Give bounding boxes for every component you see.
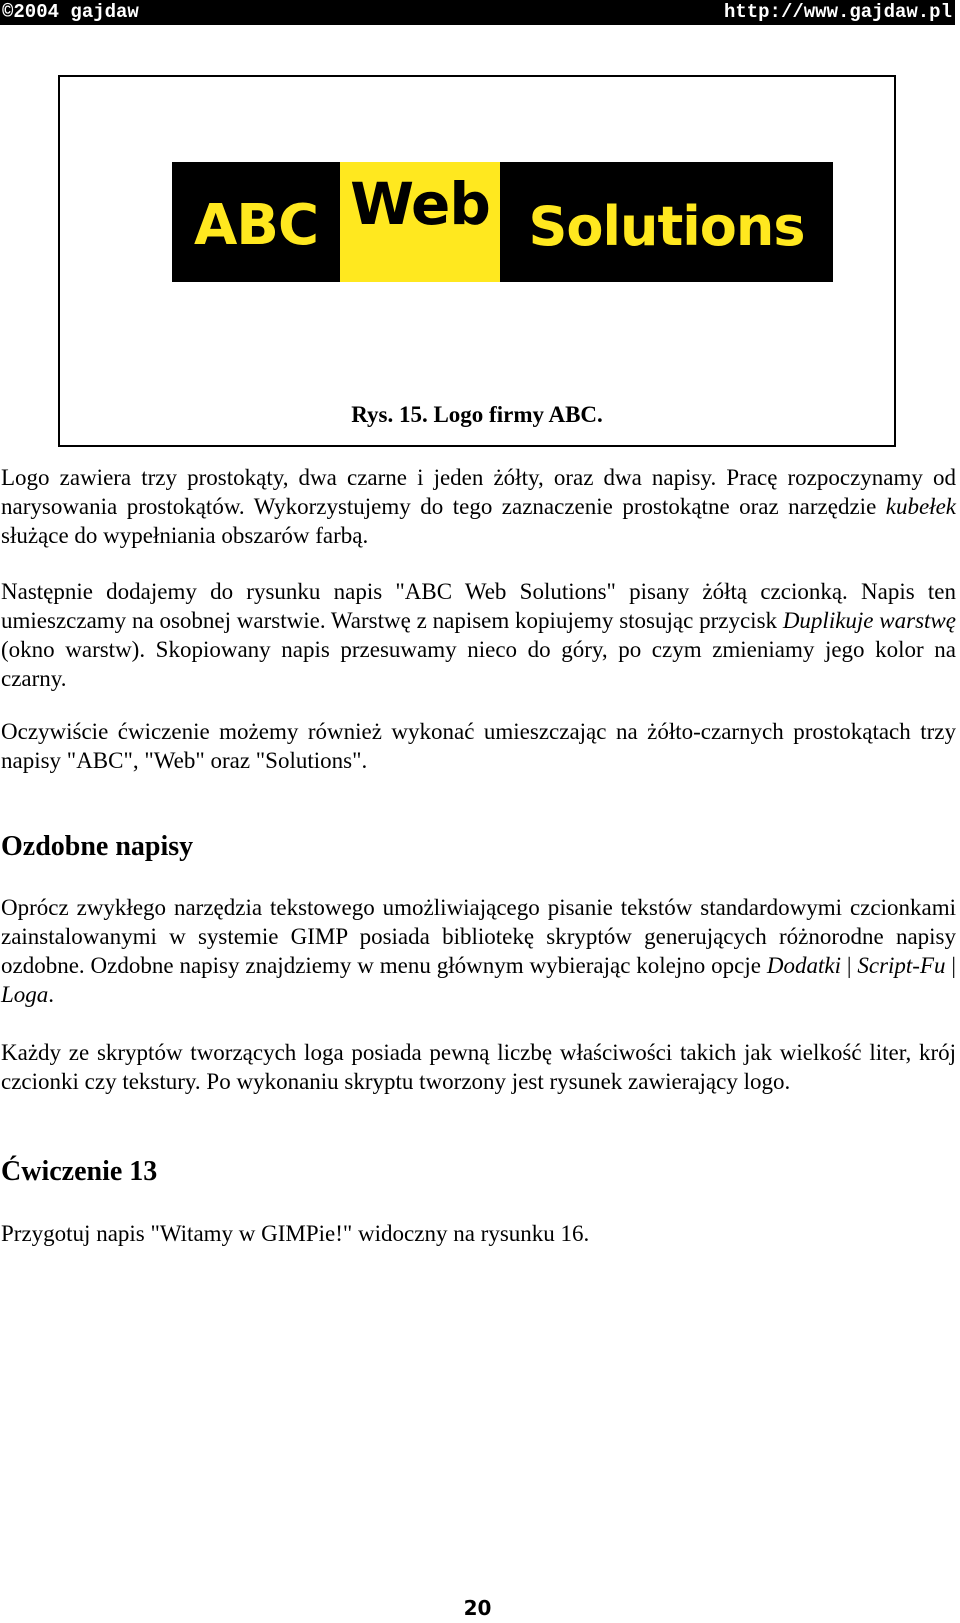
- emphasis-tool-name: kubełek: [885, 494, 956, 519]
- text-run: Każdy ze skryptów tworzących loga posiada pewną liczbę właściwości takich jak wielkość liter, krój czcionki czy tekstury. Po wykonaniu skryptu tworzony jest rysunek zawierający logo.: [1, 1040, 956, 1094]
- text-run: służące do wypełniania obszarów farbą.: [1, 523, 369, 548]
- logo-abc-block: ABC: [172, 162, 340, 282]
- abc-logo-image: [172, 162, 833, 282]
- paragraph-logo-description: [1, 463, 956, 550]
- paragraph-alternative: [1, 717, 956, 775]
- paragraph-add-text: [1, 577, 956, 693]
- text-run: Logo zawiera trzy prostokąty, dwa czarne i jeden żółty, oraz dwa napisy. Pracę rozpoczynamy od narysowania prostokątów. Wykorzystujemy do tego zaznaczenie prostokątne oraz narzędzie: [1, 465, 956, 519]
- text-run: Oprócz zwykłego narzędzia tekstowego umożliwiającego pisanie tekstów standardowymi czcionkami zainstalowanymi w systemie GIMP posiada bibliotekę skryptów generujących różnorodne napisy ozdobne. Ozdobne napisy znajdziemy w menu głównym wybierając kolejno opcje: [1, 895, 956, 978]
- header-copyright: ©2004 gajdaw: [2, 1, 139, 23]
- text-run: Następnie dodajemy do rysunku napis "ABC Web Solutions" pisany żółtą czcionką. Napis ten umieszczamy na osobnej warstwie. Warstwę z napisem kopiujemy stosując przycisk: [1, 579, 956, 633]
- section-heading-decorative-text: Ozdobne napisy: [1, 831, 194, 862]
- page-header: [0, 0, 955, 25]
- emphasis-menu-dodatki: Dodatki: [766, 953, 841, 978]
- logo-solutions-block: Solutions: [500, 162, 833, 282]
- logo-web-block: Web: [340, 162, 500, 282]
- text-run: .: [48, 982, 55, 1007]
- figure-caption: Rys. 15. Logo firmy ABC.: [351, 402, 603, 427]
- paragraph-script-properties: [1, 1038, 956, 1096]
- emphasis-button-name: Duplikuje warstwę: [782, 608, 956, 633]
- page-number: 20: [463, 1596, 492, 1620]
- emphasis-menu-script-fu: Script-Fu: [857, 953, 946, 978]
- text-run: Oczywiście ćwiczenie możemy również wykonać umieszczając na żółto-czarnych prostokątach trzy napisy "ABC", "Web" oraz "Solutions".: [1, 719, 956, 773]
- section-heading-exercise-13: Ćwiczenie 13: [1, 1156, 158, 1187]
- header-url: http://www.gajdaw.pl: [723, 1, 952, 23]
- paragraph-exercise-task: [1, 1219, 956, 1248]
- menu-separator: |: [945, 953, 957, 978]
- text-run: Przygotuj napis "Witamy w GIMPie!" widoczny na rysunku 16.: [1, 1221, 590, 1246]
- menu-separator: |: [840, 953, 858, 978]
- paragraph-script-library: [1, 893, 956, 1009]
- text-run: (okno warstw). Skopiowany napis przesuwamy nieco do góry, po czym zmieniamy jego kolor na czarny.: [1, 637, 956, 691]
- emphasis-menu-loga: Loga: [1, 982, 49, 1007]
